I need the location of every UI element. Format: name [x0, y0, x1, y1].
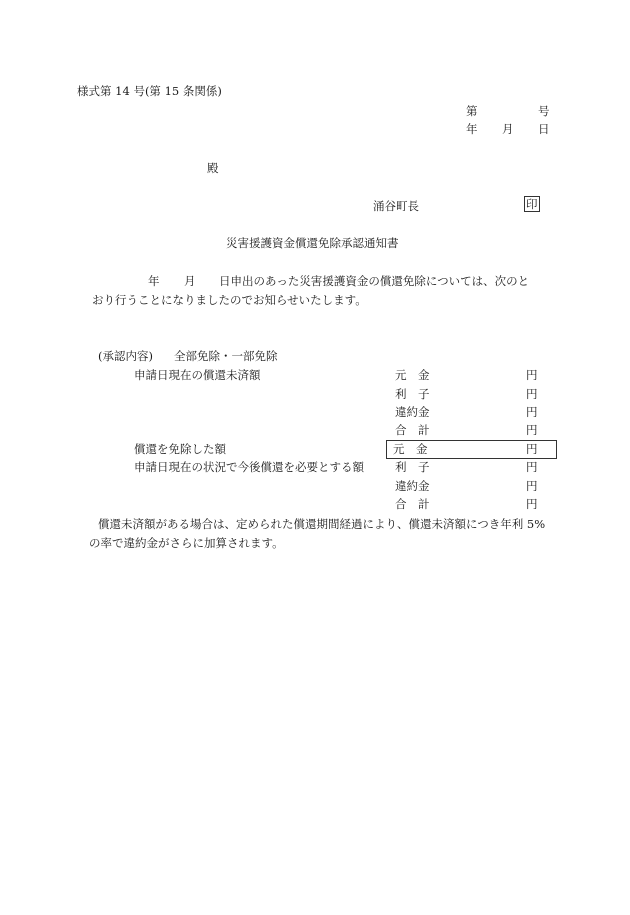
row-unit: 円 — [526, 460, 538, 474]
date-year: 年 — [466, 122, 478, 136]
approval-scope: 全部免除・一部免除 — [174, 349, 278, 363]
row-item: 合 計 — [395, 497, 430, 511]
body-year: 年 — [148, 274, 160, 288]
row-unit: 円 — [526, 497, 538, 511]
body-line-1: 日申出のあった災害援護資金の償還免除については、次のと — [219, 274, 530, 288]
section-unpaid-as-of-request: 申請日現在の償還未済額 — [134, 368, 261, 382]
issuer: 涌谷町長 — [373, 199, 419, 213]
row-unit: 円 — [526, 442, 538, 456]
date-month: 月 — [502, 122, 514, 136]
note-line-2: の率で違約金がさらに加算されます。 — [89, 536, 284, 550]
body-month: 月 — [184, 274, 196, 288]
row-item: 利 子 — [395, 460, 430, 474]
note-line-1: 償還未済額がある場合は、定められた償還期間経過により、償還未済額につき年利 5% — [98, 517, 546, 531]
section-required-after: 申請日現在の状況で今後償還を必要とする額 — [134, 460, 364, 474]
row-unit: 円 — [526, 479, 538, 493]
doc-number-go: 号 — [538, 104, 550, 118]
addressee-suffix: 殿 — [207, 161, 219, 175]
row-item: 元 金 — [393, 442, 428, 456]
approval-label: (承認内容) — [98, 349, 153, 363]
document-title: 災害援護資金償還免除承認通知書 — [226, 236, 399, 250]
doc-number-dai: 第 — [466, 104, 478, 118]
row-item: 違約金 — [395, 405, 430, 419]
row-unit: 円 — [526, 405, 538, 419]
row-unit: 円 — [526, 368, 538, 382]
section-exempted-amount: 償還を免除した額 — [134, 442, 226, 456]
row-item: 違約金 — [395, 479, 430, 493]
row-item: 元 金 — [395, 368, 430, 382]
row-unit: 円 — [526, 387, 538, 401]
row-item: 合 計 — [395, 423, 430, 437]
form-number: 様式第 14 号(第 15 条関係) — [77, 84, 222, 98]
body-line-2: おり行うことになりましたのでお知らせいたします。 — [92, 293, 367, 307]
row-unit: 円 — [526, 423, 538, 437]
date-day: 日 — [538, 122, 550, 136]
row-item: 利 子 — [395, 387, 430, 401]
seal-mark: 印 — [526, 197, 538, 211]
